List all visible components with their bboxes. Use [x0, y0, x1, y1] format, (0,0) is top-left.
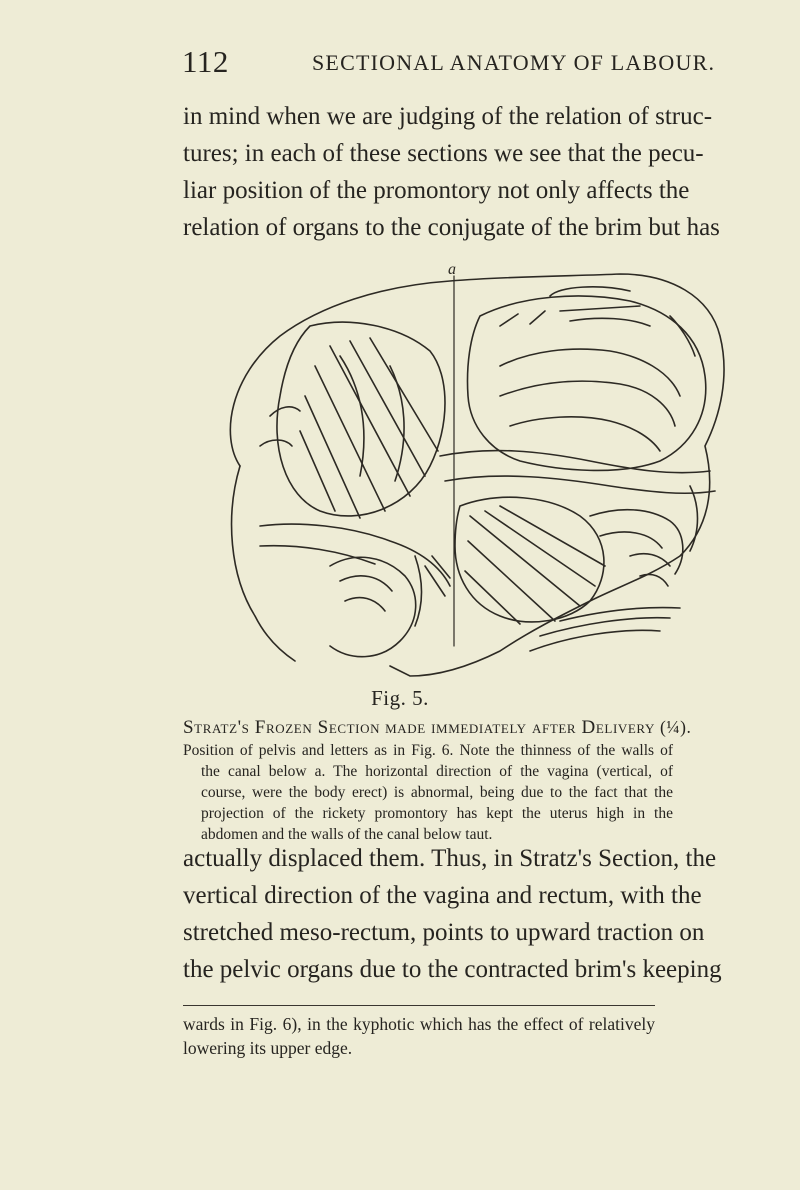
text-line: relation of organs to the conjugate of the brim but has	[183, 214, 720, 241]
caption-scale: (¼).	[659, 717, 692, 737]
text-line: actually displaced them. Thus, in Stratz's Section, the	[183, 845, 717, 872]
footnote-line: lowering its upper edge.	[183, 1038, 353, 1058]
footnote-line: wards in Fig. 6), in the kyphotic which has the effect of relatively	[183, 1014, 655, 1034]
note-line: projection of the rickety promontory has kept the uterus high in the	[201, 805, 673, 822]
text-line: vertical direction of the vagina and rectum, with the	[183, 882, 702, 909]
text-line: tures; in each of these sections we see that the pecu-	[183, 140, 704, 167]
note-line: abdomen and the walls of the canal below taut.	[201, 826, 493, 843]
figure-illustration	[200, 256, 740, 686]
text-line: in mind when we are judging of the relation of struc-	[183, 103, 713, 130]
paragraph-top	[183, 98, 720, 246]
caption-rest: made immediately after Delivery	[385, 717, 655, 738]
text-line: liar position of the promontory not only affects the	[183, 177, 690, 204]
page-header	[0, 44, 800, 84]
footnote-divider	[183, 1005, 655, 1006]
text-line: stretched meso-rectum, points to upward traction on	[183, 919, 705, 946]
sectional-anatomy-drawing	[200, 256, 740, 686]
caption-title: Stratz's Frozen Section	[183, 717, 381, 738]
note-line: course, were the body erect) is abnormal, being due to the fact that the	[201, 784, 673, 801]
footnote	[183, 1012, 655, 1060]
page-number: 112	[182, 44, 229, 79]
figure-label: Fig. 5.	[371, 686, 429, 710]
figure-caption	[183, 717, 692, 739]
running-head: SECTIONAL ANATOMY OF LABOUR.	[312, 50, 716, 75]
note-line: Position of pelvis and letters as in Fig. 6. Note the thinness of the walls of	[183, 742, 673, 759]
paragraph-mid	[183, 840, 722, 988]
text-line: the pelvic organs due to the contracted brim's keeping	[183, 956, 722, 983]
note-line: the canal below a. The horizontal direction of the vagina (vertical, of	[201, 763, 673, 780]
figure-note	[183, 740, 673, 845]
figure-letter-a: a	[448, 261, 456, 278]
